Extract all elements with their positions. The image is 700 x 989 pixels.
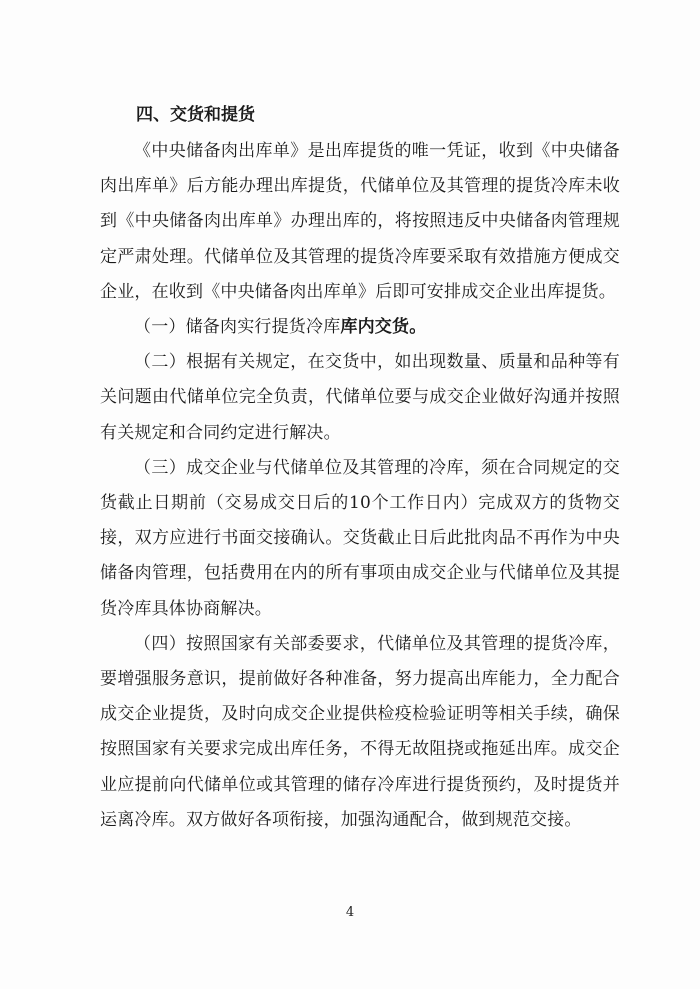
- document-body: [100, 96, 620, 838]
- item-one-emphasis: 库内交货。: [340, 317, 427, 338]
- section-heading: 四、交货和提货: [136, 105, 255, 125]
- paragraph-delivery-voucher: 《中央储备肉出库单》是出库提货的唯一凭证，收到《中央储备肉出库单》后方能办理出库提货，代储单位及其管理的提货冷库未收到《中央储备肉出库单》办理出库的，将按照违反中央储备肉管理规定严肃处理。代储单位及其管理的提货冷库要采取有效措施方便成交企业，在收到《中央储备肉出库单》后即可安排成交企业出库提货。: [100, 141, 620, 302]
- paragraph-item-two: （二）根据有关规定，在交货中，如出现数量、质量和品种等有关问题由代储单位完全负责，代储单位要与成交企业做好沟通并按照有关规定和合同约定进行解决。: [100, 352, 620, 443]
- item-one-text: （一）储备肉实行提货冷库: [134, 317, 341, 338]
- paragraph-item-three: （三）成交企业与代储单位及其管理的冷库，须在合同规定的交货截止日期前（交易成交日后的10个工作日内）完成双方的货物交接，双方应进行书面交接确认。交货截止日后此批肉品不再作为中央储备肉管理，包括费用在内的所有事项由成交企业与代储单位及其提货冷库具体协商解决。: [100, 457, 620, 619]
- paragraph-item-one: [100, 310, 620, 345]
- page-number: 4: [345, 905, 355, 920]
- paragraph-item-four: （四）按照国家有关部委要求，代储单位及其管理的提货冷库，要增强服务意识，提前做好各种准备，努力提高出库能力，全力配合成交企业提货，及时向成交企业提供检疫检验证明等相关手续，确保按照国家有关要求完成出库任务，不得无故阻挠或拖延出库。成交企业应提前向代储单位或其管理的储存冷库进行提货预约，及时提货并运离冷库。双方做好各项衔接，加强沟通配合，做到规范交接。: [100, 633, 620, 830]
